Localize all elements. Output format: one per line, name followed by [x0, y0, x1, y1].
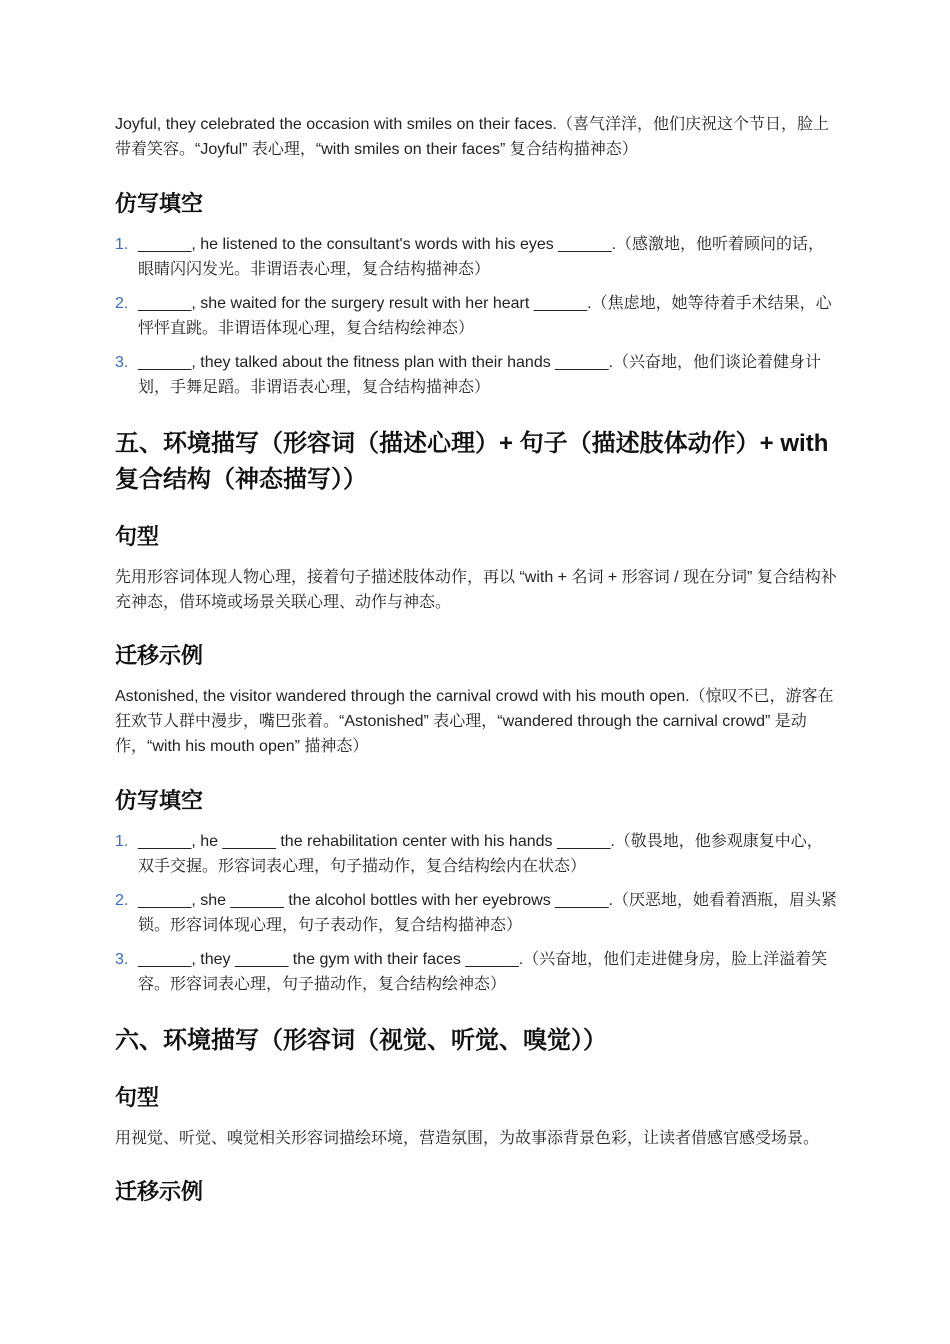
example-heading: 迁移示例 — [115, 1179, 204, 1204]
list-number: 2. — [115, 892, 129, 909]
fill-in-heading: 仿写填空 — [115, 191, 204, 216]
example-heading: 迁移示例 — [115, 643, 204, 668]
list-number: 3. — [115, 951, 129, 968]
fill-in-list — [115, 232, 837, 400]
list-item-text: ______, they talked about the fitness plan with their hands ______.（兴奋地，他们谈论着健身计划，手舞足蹈。非谓语表心理，复合结构描神态） — [138, 354, 822, 396]
section-heading-5: 五、环境描写（形容词（描述心理）+ 句子（描述肢体动作）+ with 复合结构（神态描写）） — [115, 430, 829, 493]
document-page — [115, 112, 837, 1207]
list-item — [115, 291, 837, 341]
list-number: 1. — [115, 833, 129, 850]
pattern-heading: 句型 — [115, 1085, 160, 1110]
example-sentence: Joyful, they celebrated the occasion with smiles on their faces.（喜气洋洋，他们庆祝这个节日，脸上带着笑容。“Joyful” 表心理，“with smiles on their faces” 复合结构描神态） — [115, 116, 830, 158]
list-item — [115, 829, 837, 879]
list-number: 2. — [115, 295, 129, 312]
list-item — [115, 947, 837, 997]
list-item-text: ______, she waited for the surgery result with her heart ______.（焦虑地，她等待着手术结果，心怦怦直跳。非谓语体现心理，复合结构绘神态） — [138, 295, 832, 337]
fill-in-list — [115, 829, 837, 997]
example-sentence: Astonished, the visitor wandered through the carnival crowd with his mouth open.（惊叹不已，游客在狂欢节人群中漫步，嘴巴张着。“Astonished” 表心理，“wandered through the carnival crowd” 是动作，“with his mouth open” 描神态） — [115, 688, 834, 755]
list-number: 1. — [115, 236, 129, 253]
list-item-text: ______, he ______ the rehabilitation center with his hands ______.（敬畏地，他参观康复中心，双手交握。形容词表心理，句子描动作，复合结构绘内在状态） — [138, 833, 823, 875]
list-number: 3. — [115, 354, 129, 371]
list-item — [115, 888, 837, 938]
list-item — [115, 350, 837, 400]
list-item-text: ______, she ______ the alcohol bottles with her eyebrows ______.（厌恶地，她看着酒瓶，眉头紧锁。形容词体现心理，句子表动作，复合结构描神态） — [138, 892, 838, 934]
fill-in-heading: 仿写填空 — [115, 788, 204, 813]
pattern-text: 先用形容词体现人物心理，接着句子描述肢体动作，再以 “with + 名词 + 形容词 / 现在分词” 复合结构补充神态，借环境或场景关联心理、动作与神态。 — [115, 569, 837, 611]
list-item — [115, 232, 837, 282]
pattern-heading: 句型 — [115, 524, 160, 549]
section-heading-6: 六、环境描写（形容词（视觉、听觉、嗅觉）） — [115, 1027, 607, 1054]
pattern-text: 用视觉、听觉、嗅觉相关形容词描绘环境，营造氛围，为故事添背景色彩，让读者借感官感受场景。 — [115, 1130, 820, 1147]
list-item-text: ______, they ______ the gym with their faces ______.（兴奋地，他们走进健身房，脸上洋溢着笑容。形容词表心理，句子描动作，复合结构绘神态） — [138, 951, 828, 993]
list-item-text: ______, he listened to the consultant's words with his eyes ______.（感激地，他听着顾问的话，眼睛闪闪发光。非谓语表心理，复合结构描神态） — [138, 236, 825, 278]
